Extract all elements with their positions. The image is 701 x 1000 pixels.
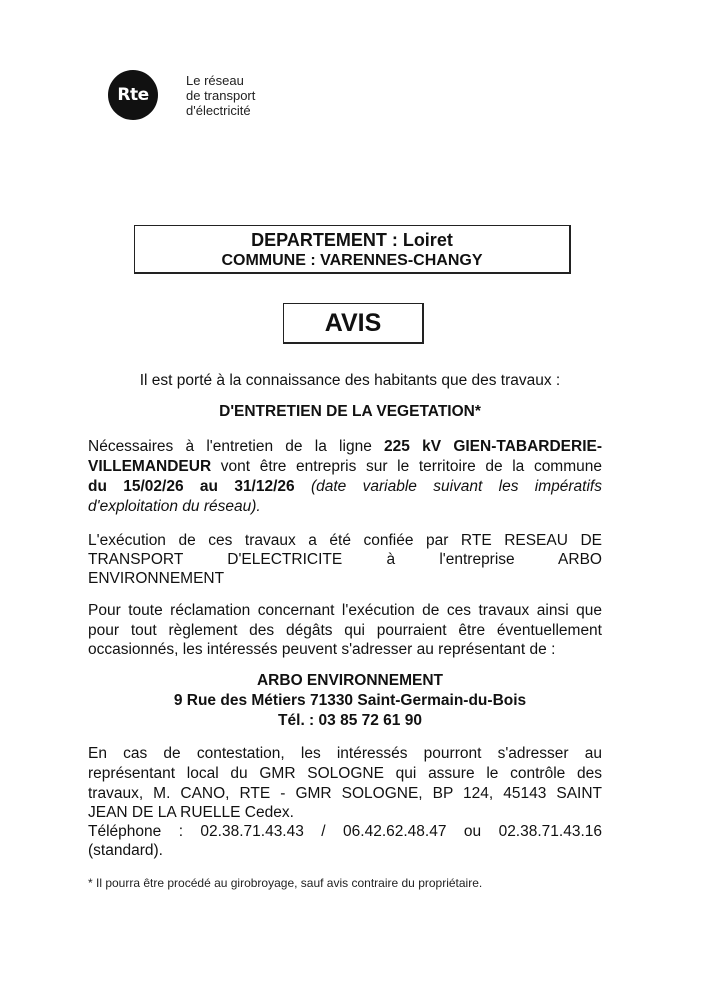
logo-text-line: d'électricité [186, 102, 251, 118]
para4-line: travaux, M. CANO, RTE - GMR SOLOGNE, BP 124, 45143 SAINT [88, 785, 602, 802]
para2-line: TRANSPORT D'ELECTRICITE à l'entreprise ARBO [88, 551, 602, 568]
para4-line: représentant local du GMR SOLOGNE qui assure le contrôle des [88, 765, 602, 782]
rte-logo-mark: Rte [108, 70, 158, 120]
para1-line [88, 438, 602, 456]
para3-line: occasionnés, les intéressés peuvent s'adresser au représentant de : [88, 641, 556, 658]
para4-line: En cas de contestation, les intéressés pourront s'adresser au [88, 745, 602, 762]
para3-line: pour tout règlement des dégâts qui pourraient être éventuellement [88, 622, 602, 639]
logo-text-line: de transport [186, 87, 256, 103]
subtitle: D'ENTRETIEN DE LA VEGETATION* [219, 403, 481, 420]
contact-address: 9 Rue des Métiers 71330 Saint-Germain-du-Bois [173, 692, 527, 709]
para1-line: d'exploitation du réseau). [88, 498, 261, 515]
para1-text: Nécessaires à l'entretien de la ligne [88, 438, 385, 455]
rte-logo-text [186, 73, 255, 118]
logo-text-line: Le réseau [186, 72, 244, 88]
para1-line [88, 478, 602, 496]
line-name: 225 kV GIEN-TABARDERIE- [384, 438, 602, 455]
para2-line: L'exécution de ces travaux a été confiée par RTE RESEAU DE [88, 532, 602, 549]
rte-logo [108, 70, 255, 120]
intro-text: Il est porté à la connaissance des habitants que des travaux : [139, 372, 561, 389]
para1-text: vont être entrepris sur le territoire de la commune [211, 458, 602, 475]
contact-name: ARBO ENVIRONNEMENT [256, 672, 443, 689]
para1-text: (date variable suivant les impératifs [294, 478, 602, 495]
line-name: VILLEMANDEUR [88, 458, 212, 475]
location-box [134, 225, 571, 274]
avis-title: AVIS [283, 303, 424, 344]
commune-label: COMMUNE : VARENNES-CHANGY [221, 252, 483, 269]
departement-label: DEPARTEMENT : Loiret [251, 230, 453, 250]
works-dates: du 15/02/26 au 31/12/26 [88, 478, 295, 495]
para1-line [88, 458, 602, 476]
para2-line: ENVIRONNEMENT [88, 570, 225, 587]
para4-line: JEAN DE LA RUELLE Cedex. [88, 804, 294, 821]
footnote: * Il pourra être procédé au girobroyage, sauf avis contraire du propriétaire. [88, 876, 483, 890]
para4-line: (standard). [88, 842, 163, 859]
contact-phone: Tél. : 03 85 72 61 90 [278, 712, 422, 729]
para3-line: Pour toute réclamation concernant l'exécution de ces travaux ainsi que [88, 602, 602, 619]
para4-phone-line: Téléphone : 02.38.71.43.43 / 06.42.62.48.47 ou 02.38.71.43.16 [88, 823, 602, 840]
